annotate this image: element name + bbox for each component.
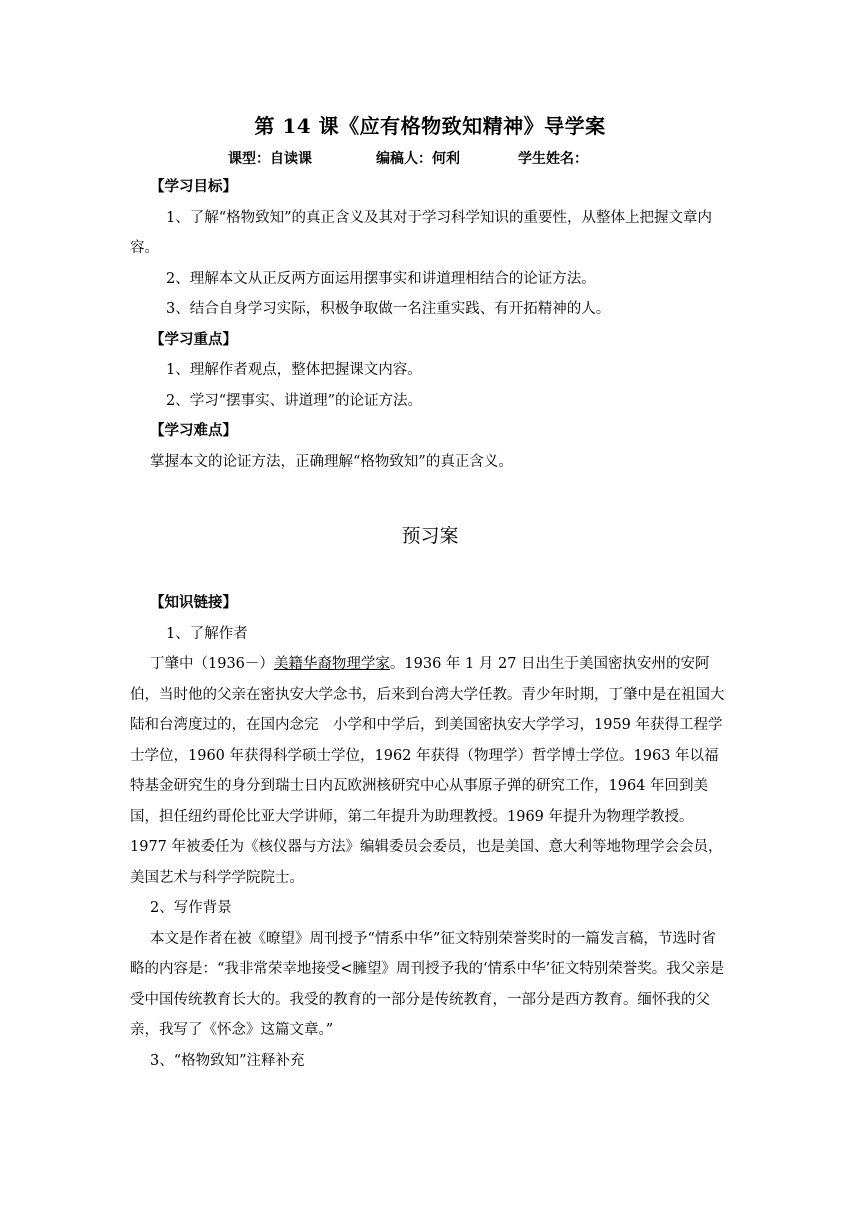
background-paragraph: 本文是作者在被《暸望》周刊授予“情系中华”征文特别荣誉奖时的一篇发言稿，节选时省略的内容是：“我非常荣幸地接受<臃望》周刊授予我的‘情系中华’征文特别荣誉奖。我父亲是受中国传统教育长大的。我受的教育的一部分是传统教育，一部分是西方教育。缅怀我的父亲，我写了《怀念》这篇文章。”	[130, 930, 725, 1038]
knowledge-item: 3、“格物致知”注释补充	[150, 1052, 305, 1069]
editor: 编稿人：何利	[376, 151, 460, 167]
section-heading: 【学习难点】	[150, 422, 237, 439]
goal-item: 2、理解本文从正反两方面运用摆事实和讲道理相结合的论证方法。	[166, 270, 596, 287]
meta-line	[228, 148, 588, 168]
goals-section	[130, 172, 730, 477]
page-title: 第 14 课《应有格物致知精神》导学案	[254, 114, 606, 138]
knowledge-item: 1、了解作者	[166, 625, 248, 642]
section-heading: 【学习目标】	[150, 178, 237, 195]
focus-item: 1、理解作者观点，整体把握课文内容。	[166, 362, 422, 378]
focus-item: 2、学习“摆事实、讲道理”的论证方法。	[166, 392, 423, 409]
preview-title: 预习案	[401, 525, 459, 547]
author-link[interactable]: 美籍华裔物理学家	[273, 656, 390, 672]
knowledge-section	[130, 588, 730, 1076]
goal-item: 1、了解“格物致知”的真正含义及其对于学习科学知识的重要性，从整体上把握文章内容。	[130, 209, 713, 256]
difficulty-item: 掌握本文的论证方法，正确理解“格物致知”的真正含义。	[150, 453, 513, 470]
section-heading: 【学习重点】	[150, 330, 237, 348]
author-prefix: 丁肇中（1936－）	[150, 656, 274, 672]
section-heading: 【知识链接】	[150, 594, 237, 611]
knowledge-item: 2、写作背景	[150, 900, 232, 916]
lesson-type: 课型：自读课	[228, 151, 312, 167]
goal-item: 3、结合自身学习实际，积极争取做一名注重实践、有开拓精神的人。	[166, 301, 611, 317]
author-paragraph	[130, 649, 730, 893]
author-text: 。1936 年 1 月 27 日出生于美国密执安州的安阿伯，当时他的父亲在密执安大学念书，后来到台湾大学任教。青少年时期，丁肇中是在祖国大陆和台湾度过的，在国内念完 小学和中学后，到美国密执安大学学习，1959 年获得工程学士学位，1960 年获得科学硕士学位，1962 年获得（物理学）哲学博士学位。1963 年以福特基金研究生的身分到瑞士日内瓦欧洲核研究中心从事原子弹的研究工作，1964 年回到美国，担任纽约哥伦比亚大学讲师，第二年提升为助理教授。1969 年提升为物理学教授。1977 年被委任为《核仪器与方法》编辑委员会委员，也是美国、意大利等地物理学会会员，美国艺术与科学学院院士。	[130, 656, 725, 886]
student-name-label: 学生姓名：	[518, 151, 588, 167]
